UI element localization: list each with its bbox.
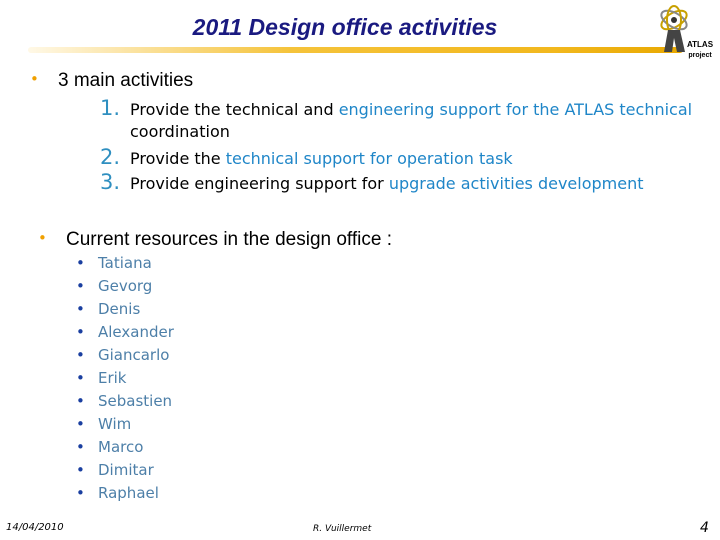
title-underline — [28, 47, 683, 53]
section1-heading: 3 main activities — [58, 70, 194, 91]
item-accent-text: technical support for operation task — [225, 149, 513, 168]
activity-item-1 — [100, 96, 692, 120]
name-bullet-dot: • — [76, 484, 85, 502]
item-plain-text: Provide engineering support for — [130, 174, 389, 193]
list-item: Marco — [98, 438, 144, 456]
logo-text-project: project — [688, 52, 712, 59]
list-item: Alexander — [98, 323, 174, 341]
list-item: Denis — [98, 300, 141, 318]
name-bullet-dot: • — [76, 438, 85, 456]
section2-heading: Current resources in the design office : — [66, 229, 392, 250]
activity-item-2 — [100, 145, 513, 169]
item-number: 3. — [100, 170, 121, 194]
list-item: Giancarlo — [98, 346, 170, 364]
name-bullet-dot: • — [76, 461, 85, 479]
bullet-dot: • — [30, 70, 39, 88]
item-plain-text: Provide the — [130, 149, 226, 168]
slide-title: 2011 Design office activities — [192, 14, 498, 40]
name-bullet-dot: • — [76, 277, 85, 295]
bullet-dot: • — [38, 229, 47, 247]
item-number: 1. — [100, 96, 121, 120]
name-bullet-dot: • — [76, 254, 85, 272]
footer-author: R. Vuillermet — [313, 524, 372, 534]
name-bullet-dot: • — [76, 323, 85, 341]
footer-date: 14/04/2010 — [6, 522, 64, 533]
name-bullet-dot: • — [76, 415, 85, 433]
list-item: Raphael — [98, 484, 159, 502]
list-item: Sebastien — [98, 392, 173, 410]
atlas-logo — [654, 0, 716, 66]
list-item: Erik — [98, 369, 127, 387]
item-accent-text: engineering support for the ATLAS technical — [338, 100, 693, 119]
logo-text-atlas: ATLAS — [686, 40, 714, 49]
list-item: Tatiana — [98, 254, 152, 272]
item-number: 2. — [100, 145, 121, 169]
activity-item-1-continuation — [130, 122, 230, 141]
item-plain-text: Provide the technical and — [130, 100, 339, 119]
name-bullet-dot: • — [76, 346, 85, 364]
item-accent-text: upgrade activities development — [388, 174, 644, 193]
name-bullet-dot: • — [76, 392, 85, 410]
activity-item-3 — [100, 170, 644, 194]
name-bullet-dot: • — [76, 369, 85, 387]
list-item: Dimitar — [98, 461, 154, 479]
item-continuation-text: coordination — [130, 122, 230, 141]
list-item: Wim — [98, 415, 132, 433]
page-number: 4 — [700, 520, 709, 536]
name-bullet-dot: • — [76, 300, 85, 318]
list-item: Gevorg — [98, 277, 153, 295]
